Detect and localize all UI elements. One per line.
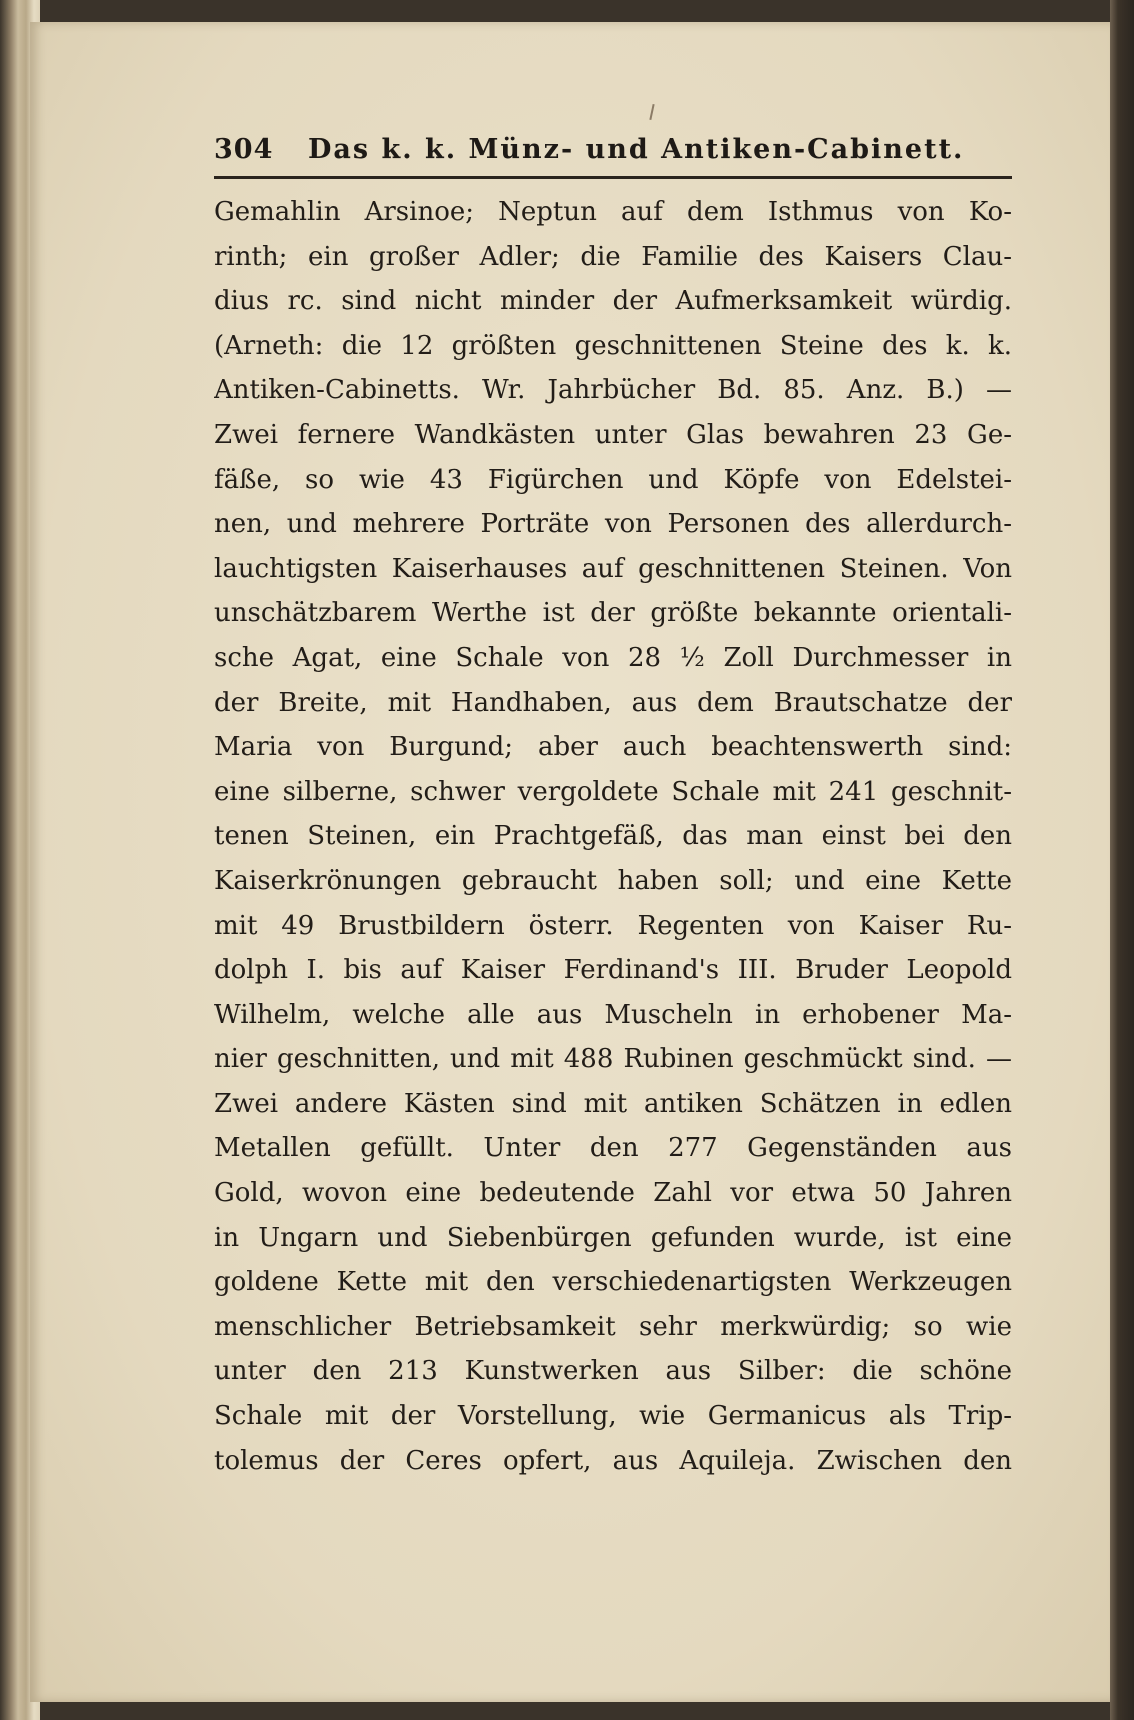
page-header bbox=[214, 128, 1012, 172]
text-line: (Arneth: die 12 größten geschnittenen Steine des k. k. bbox=[214, 330, 1012, 361]
text-line: tenen Steinen, ein Prachtgefäß, das man einst bei den bbox=[214, 821, 1012, 852]
text-line: Zwei fernere Wandkästen unter Glas bewahren 23 Ge- bbox=[214, 419, 1012, 450]
text-line: der Breite, mit Handhaben, aus dem Brautschatze der bbox=[214, 687, 1012, 718]
text-line: goldene Kette mit den verschiedenartigsten Werkzeugen bbox=[214, 1267, 1012, 1298]
text-line: Maria von Burgund; aber auch beachtenswerth sind: bbox=[214, 732, 1012, 763]
text-line: Gold, wovon eine bedeutende Zahl vor etwa 50 Jahren bbox=[214, 1178, 1012, 1209]
text-line: unter den 213 Kunstwerken aus Silber: die schöne bbox=[214, 1356, 1012, 1387]
text-line: rinth; ein großer Adler; die Familie des Kaisers Clau- bbox=[214, 241, 1012, 272]
header-rule bbox=[214, 176, 1012, 179]
text-line: Wilhelm, welche alle aus Muscheln in erhobener Ma- bbox=[214, 999, 1012, 1030]
text-line: Metallen gefüllt. Unter den 277 Gegenständen aus bbox=[214, 1133, 1012, 1164]
text-line: sche Agat, eine Schale von 28 ½ Zoll Durchmesser in bbox=[214, 642, 1012, 673]
text-line: eine silberne, schwer vergoldete Schale mit 241 geschnit- bbox=[214, 776, 1012, 807]
text-line: dolph I. bis auf Kaiser Ferdinand's III. Bruder Leopold bbox=[214, 955, 1012, 986]
text-line: fäße, so wie 43 Figürchen und Köpfe von Edelstei- bbox=[214, 464, 1012, 495]
text-line: nen, und mehrere Porträte von Personen des allerdurch- bbox=[214, 509, 1012, 540]
text-line: Kaiserkrönungen gebraucht haben soll; und eine Kette bbox=[214, 865, 1012, 896]
text-line: Zwei andere Kästen sind mit antiken Schätzen in edlen bbox=[214, 1088, 1012, 1119]
text-line: unschätzbarem Werthe ist der größte bekannte orientali- bbox=[214, 598, 1012, 629]
text-line: Gemahlin Arsinoe; Neptun auf dem Isthmus von Ko- bbox=[214, 197, 1012, 227]
page-number: 304 bbox=[214, 134, 274, 165]
text-line: mit 49 Brustbildern österr. Regenten von Kaiser Ru- bbox=[214, 910, 1012, 941]
text-line: menschlicher Betriebsamkeit sehr merkwürdig; so wie bbox=[214, 1311, 1012, 1342]
text-line: in Ungarn und Siebenbürgen gefunden wurde, ist eine bbox=[214, 1222, 1012, 1253]
text-line: Antiken-Cabinetts. Wr. Jahrbücher Bd. 85. Anz. B.) — bbox=[214, 375, 1012, 406]
text-line: nier geschnitten, und mit 488 Rubinen geschmückt sind. — bbox=[214, 1044, 1012, 1075]
text-line: tolemus der Ceres opfert, aus Aquileja. Zwischen den bbox=[214, 1445, 1012, 1476]
body-text bbox=[214, 190, 1012, 1483]
running-title: Das k. k. Münz- und Antiken-Cabinett. bbox=[308, 134, 965, 165]
book-right-edge bbox=[1110, 0, 1134, 1720]
text-line: Schale mit der Vorstellung, wie Germanicus als Trip- bbox=[214, 1401, 1012, 1432]
text-line: lauchtigsten Kaiserhauses auf geschnittenen Steinen. Von bbox=[214, 553, 1012, 584]
text-line: dius rc. sind nicht minder der Aufmerksamkeit würdig. bbox=[214, 286, 1012, 317]
